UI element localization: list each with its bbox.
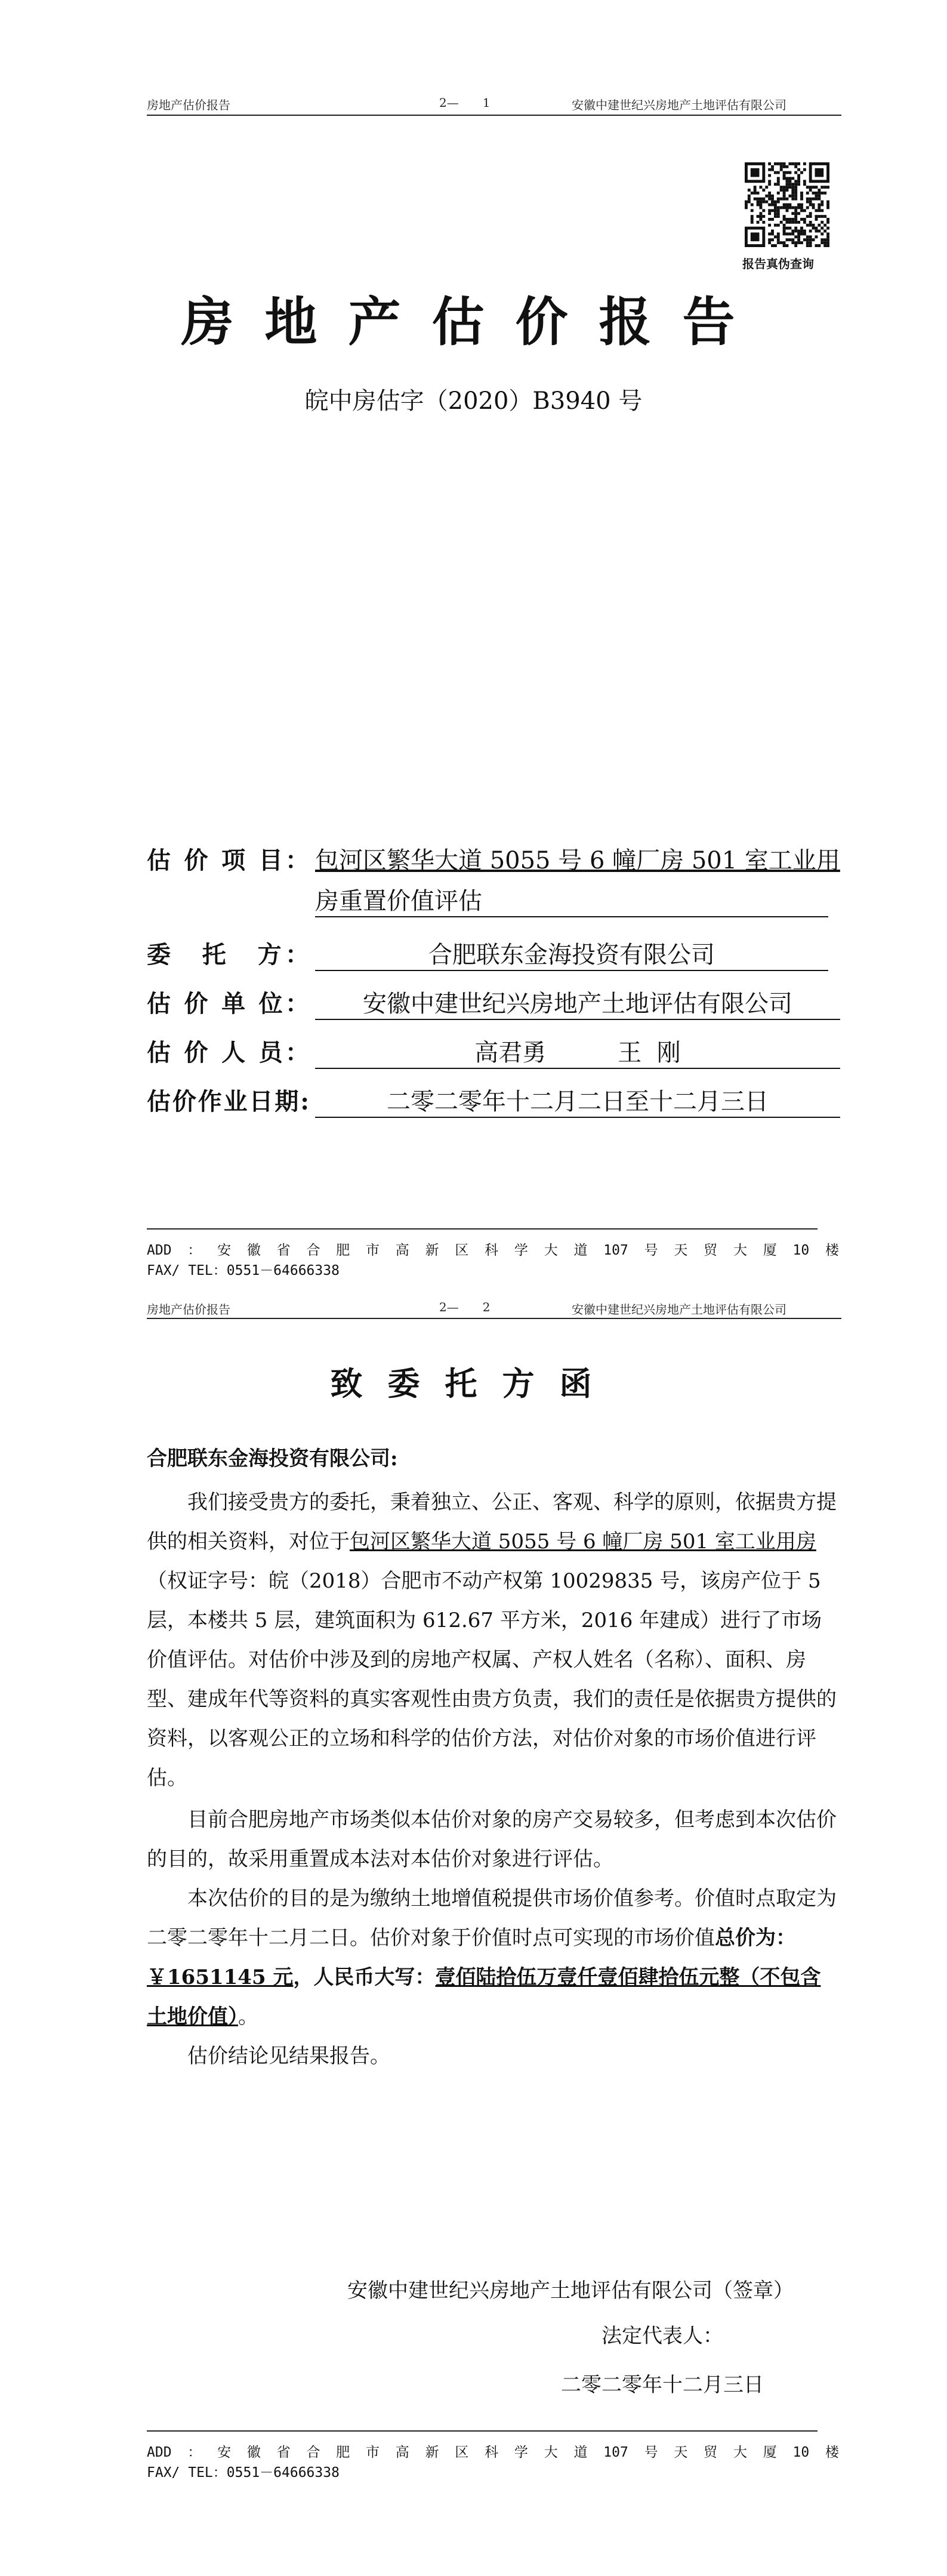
footer-phone: FAX/ TEL：0551－64666338 bbox=[147, 2465, 340, 2481]
field-label-project: 估 价 项 目： bbox=[147, 846, 309, 874]
footer-address: ADD：安徽省合肥市高新区科学大道107号天贸大厦10楼 bbox=[147, 2445, 839, 2460]
page-header-left: 房地产估价报告 bbox=[147, 98, 230, 112]
total-value-in-words: 壹佰陆拾伍万壹仟壹佰肆拾伍元整（不包含土地价值） bbox=[147, 1965, 821, 2029]
field-label-client: 委 托 方： bbox=[147, 941, 309, 969]
letter-paragraph-4: 估价结论见结果报告。 bbox=[187, 2044, 390, 2068]
total-value: ￥1651145 元 bbox=[147, 1965, 294, 1989]
page-header-right: 安徽中建世纪兴房地产土地评估有限公司 bbox=[572, 98, 786, 112]
field-value-project-line1: 包河区繁华大道 5055 号 6 幢厂房 501 室工业用 bbox=[315, 847, 840, 874]
field-label-appraisers: 估 价 人 员： bbox=[147, 1039, 309, 1067]
page-header-number: 2— 1 bbox=[439, 95, 491, 110]
letter-title: 致委托方函 bbox=[330, 1364, 617, 1403]
qr-caption: 报告真伪查询 bbox=[742, 257, 814, 271]
footer-phone: FAX/ TEL：0551－64666338 bbox=[147, 1263, 340, 1278]
header-rule bbox=[147, 115, 841, 116]
report-page-2 bbox=[0, 1294, 947, 2576]
signature-date: 二零二零年十二月三日 bbox=[561, 2373, 764, 2397]
footer-rule bbox=[147, 1228, 818, 1230]
field-value-appraiser-org: 安徽中建世纪兴房地产土地评估有限公司 bbox=[315, 985, 840, 1020]
letter-paragraph-3: 本次估价的目的是为缴纳土地增值税提供市场价值参考。价值时点取定为二零二零年十二月二日。估价对象于价值时点可实现的市场价值总价为：￥1651145 元，人民币大写：壹佰陆拾伍万壹仟壹佰肆拾伍元整（不包含土地价值）。 bbox=[147, 1887, 837, 2029]
field-value-work-date: 二零二零年十二月二日至十二月三日 bbox=[315, 1083, 840, 1118]
field-value-project-line2: 房重置价值评估 bbox=[315, 882, 828, 917]
page-header-right: 安徽中建世纪兴房地产土地评估有限公司 bbox=[572, 1302, 786, 1317]
field-value-appraisers: 高君勇 王 刚 bbox=[315, 1034, 840, 1069]
qr-code-icon[interactable] bbox=[745, 162, 829, 247]
footer-rule bbox=[147, 2430, 818, 2432]
document-number: 皖中房估字（2020）B3940 号 bbox=[304, 387, 643, 415]
signature-company: 安徽中建世纪兴房地产土地评估有限公司（签章） bbox=[347, 2279, 794, 2303]
report-title: 房地产估价报告 bbox=[181, 291, 766, 353]
footer-address: ADD：安徽省合肥市高新区科学大道107号天贸大厦10楼 bbox=[147, 1243, 839, 1258]
letter-salutation: 合肥联东金海投资有限公司: bbox=[147, 1447, 398, 1471]
field-label-work-date: 估价作业日期: bbox=[147, 1087, 309, 1116]
header-rule bbox=[147, 1318, 841, 1319]
signature-representative: 法定代表人： bbox=[601, 2324, 723, 2348]
letter-paragraph-1: 我们接受贵方的委托，秉着独立、公正、客观、科学的原则，依据贵方提供的相关资料，对位于包河区繁华大道 5055 号 6 幢厂房 501 室工业用房（权证字号：皖（2018）合肥市不动产权第 10029835 号，该房产位于 5 层，本楼共 5 层，建筑面积为 612.67 平方米，2016 年建成）进行了市场价值评估。对估价中涉及到的房地产权属、产权人姓名（名称）、面积、房型、建成年代等资料的真实客观性由贵方负责，我们的责任是依据贵方提供的资料，以客观公正的立场和科学的估价方法，对估价对象的市场价值进行评估。 bbox=[147, 1490, 837, 1790]
letter-paragraph-2: 目前合肥房地产市场类似本估价对象的房产交易较多，但考虑到本次估价的目的，故采用重置成本法对本估价对象进行评估。 bbox=[147, 1808, 837, 1871]
field-value-client: 合肥联东金海投资有限公司 bbox=[315, 936, 828, 971]
property-address: 包河区繁华大道 5055 号 6 幢厂房 501 室工业用房 bbox=[350, 1530, 816, 1554]
page-header-left: 房地产估价报告 bbox=[147, 1302, 230, 1317]
page-header-number: 2— 2 bbox=[439, 1300, 491, 1314]
field-label-appraiser-org: 估 价 单 位： bbox=[147, 990, 309, 1018]
